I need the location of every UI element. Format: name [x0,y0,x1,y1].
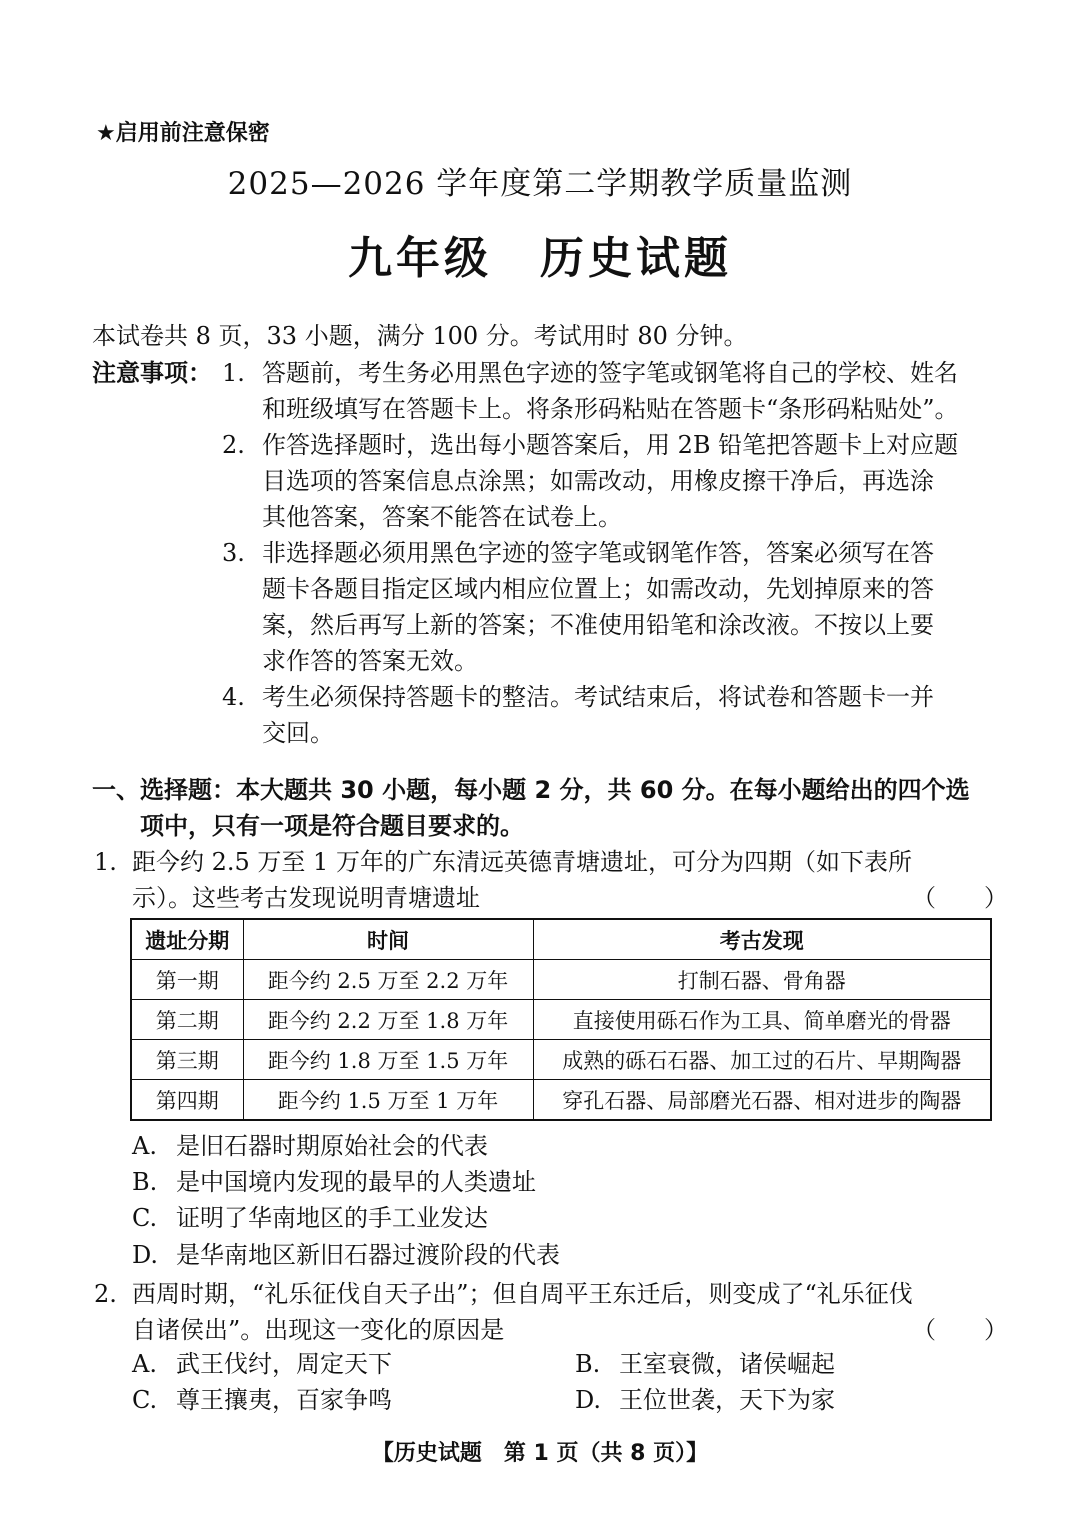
option-b-text: 王室衰微，诸侯崛起 [619,1350,835,1378]
section-title: 一、选择题：本大题共 30 小题，每小题 2 分，共 60 分。在每小题给出的四个选 [92,776,970,804]
note-line: 作答选择题时，选出每小题答案后，用 2B 铅笔把答题卡上对应题 [262,431,959,459]
question-number: 1. [94,848,117,876]
table-header: 考古发现 [533,919,991,960]
table-cell: 打制石器、骨角器 [533,960,991,1000]
site-phase-table [130,918,992,1121]
option-label: C. [132,1204,158,1232]
table-row [131,960,991,1000]
option-label: D. [575,1386,602,1414]
note-line: 交回。 [262,719,334,747]
option-label: B. [132,1168,158,1196]
question-stem-cont: 自诸侯出”。出现这一变化的原因是 [132,1316,505,1344]
question-stem-cont: 示）。这些考古发现说明青塘遗址 [132,884,480,912]
table-cell: 直接使用砾石作为工具、简单磨光的骨器 [533,1000,991,1040]
table-cell: 成熟的砾石石器、加工过的石片、早期陶器 [533,1040,991,1080]
note-line: 案，然后再写上新的答案；不准使用铅笔和涂改液。不按以上要 [262,611,934,639]
notes-label: 注意事项： [92,359,212,387]
table-row [131,1040,991,1080]
option-label: B. [575,1350,601,1378]
table-cell: 距今约 1.8 万至 1.5 万年 [243,1040,533,1080]
note-number: 4. [222,683,245,711]
option-label: A. [132,1350,157,1378]
table-cell: 第一期 [131,960,243,1000]
exam-title: 九年级 历史试题 [348,233,732,284]
note-line: 题卡各题目指定区域内相应位置上；如需改动，先划掉原来的答 [262,575,934,603]
note-line: 考生必须保持答题卡的整洁。考试结束后，将试卷和答题卡一并 [262,683,934,711]
note-line: 答题前，考生务必用黑色字迹的签字笔或钢笔将自己的学校、姓名 [262,359,958,387]
option-a-text: 是旧石器时期原始社会的代表 [176,1132,488,1160]
note-line: 和班级填写在答题卡上。将条形码粘贴在答题卡“条形码粘贴处”。 [262,395,959,423]
note-line: 求作答的答案无效。 [262,647,478,675]
exam-intro: 本试卷共 8 页，33 小题，满分 100 分。考试用时 80 分钟。 [92,322,748,350]
note-number: 2. [222,431,245,459]
option-b-text: 是中国境内发现的最早的人类遗址 [176,1168,536,1196]
table-cell: 穿孔石器、局部磨光石器、相对进步的陶器 [533,1080,991,1121]
confidential-notice: ★启用前注意保密 [96,121,270,146]
table-cell: 第四期 [131,1080,243,1121]
note-number: 3. [222,539,245,567]
table-header: 遗址分期 [131,919,243,960]
table-cell: 距今约 2.5 万至 2.2 万年 [243,960,533,1000]
table-row [131,1000,991,1040]
question-stem: 距今约 2.5 万至 1 万年的广东清远英德青塘遗址，可分为四期（如下表所 [132,848,912,876]
table-header: 时间 [243,919,533,960]
table-row [131,1080,991,1121]
question-number: 2. [94,1280,117,1308]
option-a-text: 武王伐纣，周定天下 [176,1350,392,1378]
note-line: 其他答案，答案不能答在试卷上。 [262,503,622,531]
exam-subtitle: 2025—2026 学年度第二学期教学质量监测 [227,166,853,202]
note-line: 目选项的答案信息点涂黑；如需改动，用橡皮擦干净后，再选涂 [262,467,934,495]
option-c-text: 证明了华南地区的手工业发达 [176,1204,488,1232]
note-number: 1. [222,359,245,387]
option-d-text: 王位世袭，天下为家 [619,1386,835,1414]
option-label: A. [132,1132,157,1160]
option-label: D. [132,1241,159,1269]
page-footer: 【历史试题 第 1 页（共 8 页）】 [371,1441,709,1466]
option-label: C. [132,1386,158,1414]
option-c-text: 尊王攘夷，百家争鸣 [176,1386,392,1414]
note-line: 非选择题必须用黑色字迹的签字笔或钢笔作答，答案必须写在答 [262,539,934,567]
table-cell: 距今约 1.5 万至 1 万年 [243,1080,533,1121]
table-header-row [131,919,991,960]
table-cell: 第二期 [131,1000,243,1040]
section-title-cont: 项中，只有一项是符合题目要求的。 [140,812,524,840]
table-cell: 第三期 [131,1040,243,1080]
table-cell: 距今约 2.2 万至 1.8 万年 [243,1000,533,1040]
option-d-text: 是华南地区新旧石器过渡阶段的代表 [176,1241,560,1269]
answer-blank: （ ） [912,1316,1008,1344]
question-stem: 西周时期，“礼乐征伐自天子出”；但自周平王东迁后，则变成了“礼乐征伐 [132,1280,913,1308]
answer-blank: （ ） [912,884,1008,912]
